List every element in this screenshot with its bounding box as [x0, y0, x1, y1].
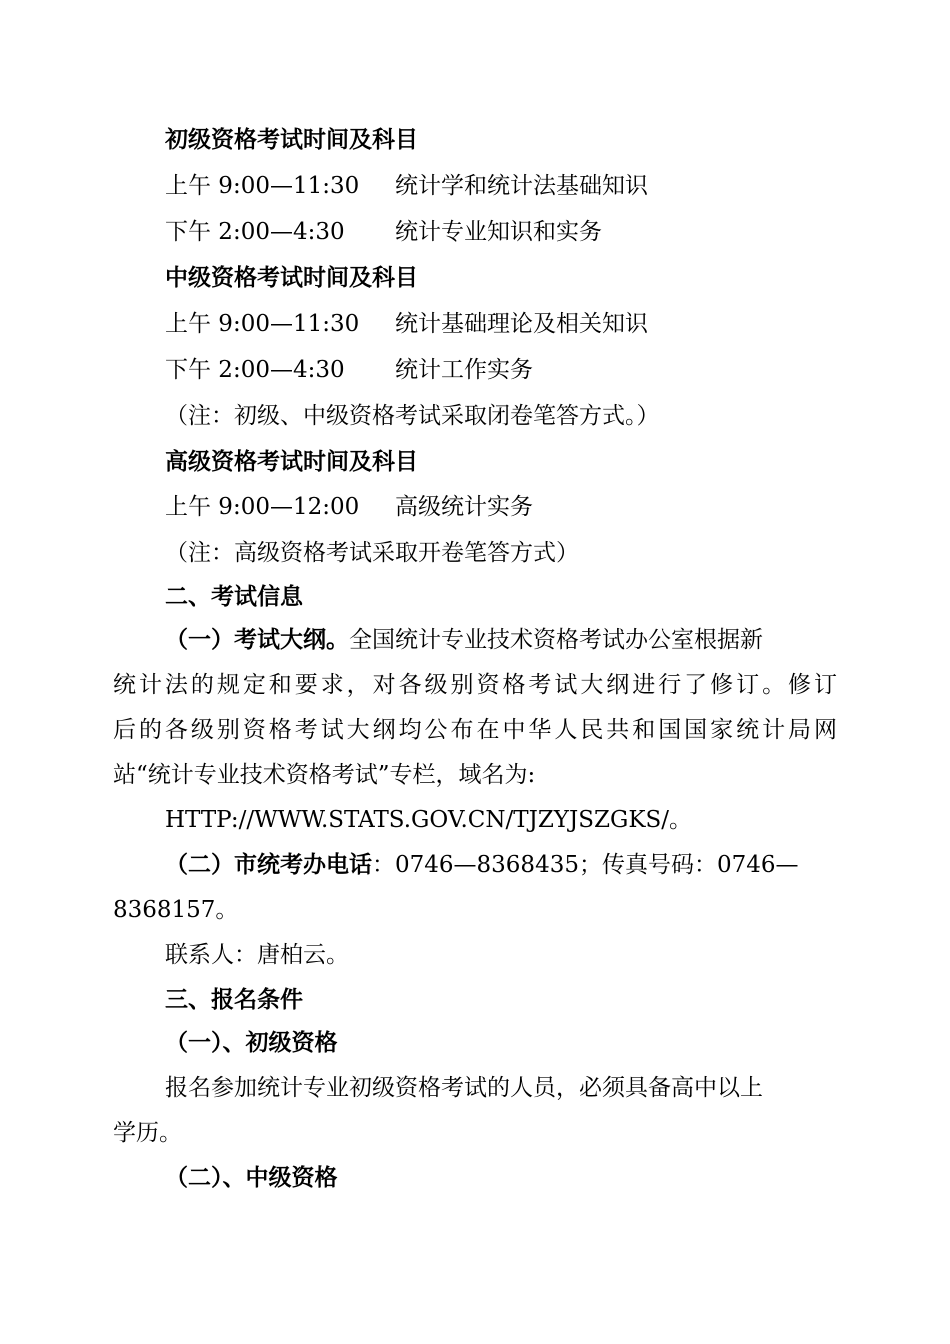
- senior-am-time: 上午 9:00—12:00: [165, 494, 360, 520]
- phone-paragraph-line1: [165, 850, 837, 880]
- section3-heading: 三、报名条件: [165, 986, 303, 1013]
- phone-paragraph-line2: 8368157。: [113, 897, 239, 923]
- exam-syllabus-lead: （一）考试大纲。: [165, 626, 349, 653]
- primary-pm-row: [165, 217, 602, 247]
- primary-pm-time: 下午 2:00—4:30: [165, 219, 345, 245]
- primary-pm-subject: 统计专业知识和实务: [395, 219, 602, 245]
- primary-qualification-heading: （一）、初级资格: [165, 1029, 338, 1056]
- intermediate-am-subject: 统计基础理论及相关知识: [395, 311, 648, 337]
- intermediate-pm-row: [165, 355, 533, 385]
- exam-syllabus-paragraph-line2: 统计法的规定和要求，对各级别资格考试大纲进行了修订。修订: [113, 672, 837, 698]
- intermediate-note: （注：初级、中级资格考试采取闭卷笔答方式。）: [165, 403, 660, 429]
- section2-heading: 二、考试信息: [165, 583, 303, 610]
- exam-syllabus-paragraph-line1: （一）考试大纲。全国统计专业技术资格考试办公室根据新: [165, 626, 763, 653]
- intermediate-qualification-heading: （二）、中级资格: [165, 1164, 338, 1191]
- exam-syllabus-paragraph-line3: 后的各级别资格考试大纲均公布在中华人民共和国国家统计局网: [113, 717, 837, 743]
- phone-fax-numbers: ：0746—8368435；传真号码：0746—: [372, 852, 799, 878]
- contact-person: 联系人：唐柏云。: [165, 942, 349, 968]
- primary-qualification-line1: 报名参加统计专业初级资格考试的人员，必须具备高中以上: [165, 1075, 763, 1101]
- primary-am-row: [165, 171, 648, 201]
- exam-syllabus-paragraph-line4: 站“统计专业技术资格考试”专栏，域名为:: [113, 762, 536, 788]
- primary-am-subject: 统计学和统计法基础知识: [395, 173, 648, 199]
- intermediate-heading: 中级资格考试时间及科目: [165, 264, 418, 291]
- senior-heading: 高级资格考试时间及科目: [165, 448, 418, 475]
- senior-am-subject: 高级统计实务: [395, 494, 533, 520]
- intermediate-am-time: 上午 9:00—11:30: [165, 311, 360, 337]
- primary-am-time: 上午 9:00—11:30: [165, 173, 360, 199]
- primary-heading: 初级资格考试时间及科目: [165, 126, 418, 153]
- intermediate-pm-time: 下午 2:00—4:30: [165, 357, 345, 383]
- primary-qualification-line2: 学历。: [113, 1120, 182, 1146]
- intermediate-pm-subject: 统计工作实务: [395, 357, 533, 383]
- senior-note: （注：高级资格考试采取开卷笔答方式）: [165, 540, 579, 566]
- phone-lead: （二）市统考办电话: [165, 851, 372, 878]
- senior-am-row: [165, 492, 533, 522]
- intermediate-am-row: [165, 309, 648, 339]
- stats-website-url: HTTP://WWW.STATS.GOV.CN/TJZYJSZGKS/。: [165, 807, 693, 833]
